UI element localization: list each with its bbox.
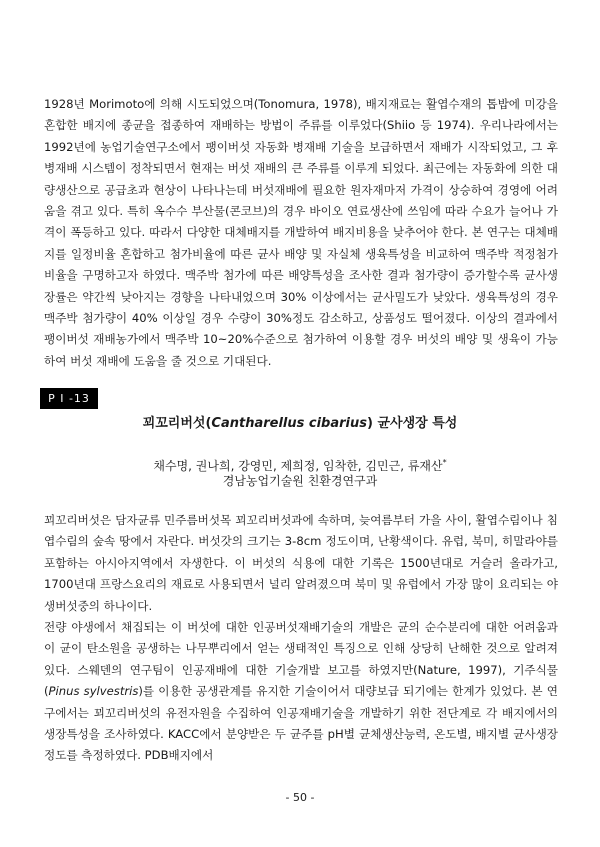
body-text-after-species: )를 이용한 공생관계를 유지한 기술이어서 대량보급 되기에는 한계가 있었다. 본 연구에서는 꾀꼬리버섯의 유전자원을 수집하여 인공재배기술을 개발하기 위한 전단계로 각 배지에서의 생장특성을 조사하였다. KACC에서 분양받은 두 균주를 pH별 균체생산능력, 온도별, 배지별 균사생장정도를 측정하였다. PDB배지에서 bbox=[44, 684, 558, 763]
title-scientific-name: Cantharellus cibarius bbox=[211, 416, 367, 431]
title-suffix: ) 균사생장 특성 bbox=[366, 416, 458, 431]
affiliation: 경남농업기술원 친환경연구과 bbox=[222, 474, 378, 488]
body-paragraph-intro: 꾀꼬리버섯은 담자균류 민주름버섯목 꾀꼬리버섯과에 속하며, 늦여름부터 가을 사이, 활엽수림이나 침엽수림의 숲속 땅에서 자란다. 버섯갓의 크기는 3-8cm 정도이며, 난황색이다. 유럽, 북미, 히말라야를 포함하는 아시아지역에서 자생한다. 이 버섯의 식용에 대한 기록은 1500년대로 거슬러 올라가고, 1700년대 프랑스요리의 재료로 사용되면서 널리 알려졌으며 북미 및 유럽에서 가장 많이 요리되는 야생버섯중의 하나이다. bbox=[44, 513, 558, 613]
species-name: Pinus sylvestris bbox=[48, 684, 139, 699]
author-names: 채수명, 권나희, 강영민, 제희정, 임착한, 김민근, 류재산 bbox=[153, 459, 443, 473]
abstract-title bbox=[0, 414, 600, 434]
body-text-before-species: 전량 야생에서 채집되는 이 버섯에 대한 인공버섯재배기술의 개발은 균의 순수분리에 대한 어려움과 이 균이 탄소원을 공생하는 나무뿌리에서 얻는 생태적인 특징으로 인해 상당히 난해한 것으로 알려져 있다. 스웨덴의 연구팀이 인공재배에 대한 기술개발 보고를 하였지만(Nature, 1997), 기주식물( bbox=[44, 620, 558, 699]
section-label-badge: P I -13 bbox=[40, 388, 98, 409]
abstract-body-previous: 1928년 Morimoto에 의해 시도되었으며(Tonomura, 1978), 배지재료는 활엽수재의 톱밥에 미강을 혼합한 배지에 종균을 접종하여 재배하는 방법이 주류를 이루었다(Shiio 등 1974). 우리나라에서는 1992년에 농업기술연구소에서 팽이버섯 자동화 병재배 기술을 보급하면서 재배가 시작되었고, 그 후 병재배 시스템이 정착되면서 현재는 버섯 재배의 큰 주류를 이루게 되었다. 최근에는 자동화에 의한 대량생산으로 공급초과 현상이 나타나는데 버섯재배에 필요한 원자재마저 가격이 상승하여 경영에 어려움을 겪고 있다. 특히 옥수수 부산물(콘코브)의 경우 바이오 연료생산에 쓰임에 따라 수요가 늘어나 가격이 폭등하고 있다. 따라서 다양한 대체배지를 개발하여 배지비용을 낮추어야 한다. 본 연구는 대체배지를 일정비율 혼합하고 첨가비율에 따른 균사 배양 및 자실체 생육특성을 비교하여 맥주박 적정첨가비율을 구명하고자 하였다. 맥주박 첨가에 따른 배양특성을 조사한 결과 첨가량이 증가할수록 균사생장률은 약간씩 낮아지는 경향을 나타내었으며 30% 이상에서는 균사밀도가 낮았다. 생육특성의 경우 맥주박 첨가량이 40% 이상일 경우 수량이 30%정도 감소하고, 상품성도 떨어졌다. 이상의 결과에서 팽이버섯 재배농가에서 맥주박 10~20%수준으로 첨가하여 이용할 경우 버섯의 배양 및 생육이 가능하여 버섯 재배에 도움을 줄 것으로 기대된다. bbox=[44, 97, 558, 368]
body-paragraph-research bbox=[44, 617, 558, 767]
corresponding-author-marker: * bbox=[442, 458, 447, 467]
page-number: - 50 - bbox=[285, 791, 315, 804]
title-prefix: 꾀꼬리버섯( bbox=[142, 416, 212, 431]
abstract-body bbox=[44, 510, 558, 767]
